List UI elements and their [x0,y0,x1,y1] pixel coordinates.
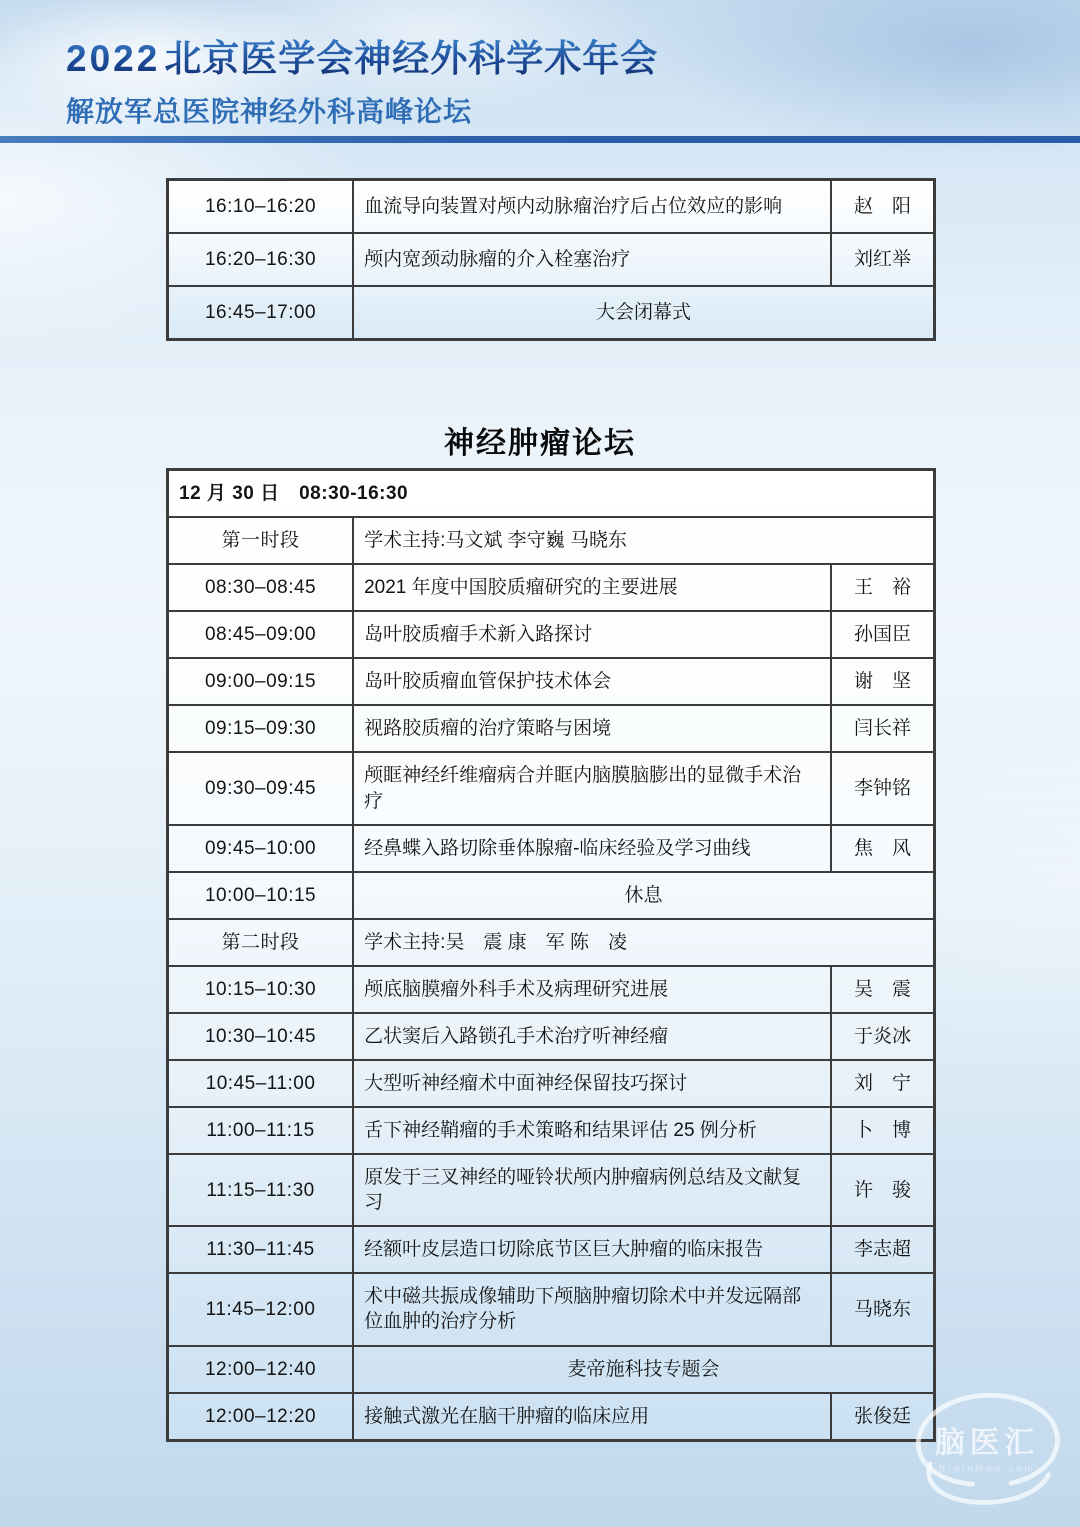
talk-title-cell: 术中磁共振成像辅助下颅脑肿瘤切除术中并发远隔部位血肿的治疗分析 [353,1273,831,1345]
header-divider-bar [0,136,1080,143]
table-row [168,286,935,340]
time-cell: 08:45–09:00 [168,611,354,658]
speaker-cell: 赵 阳 [831,180,935,234]
conference-title [66,36,658,82]
table-row [168,658,935,705]
speaker-cell: 吴 震 [831,966,935,1013]
speaker-cell: 刘红举 [831,233,935,286]
time-cell: 09:15–09:30 [168,705,354,752]
neuro-oncology-forum-table [166,468,936,1442]
merged-event-cell: 休息 [353,872,934,919]
table-row [168,1013,935,1060]
talk-title-cell: 颅眶神经纤维瘤病合并眶内脑膜脑膨出的显微手术治疗 [353,752,831,824]
time-cell: 11:30–11:45 [168,1226,354,1273]
merged-event-cell: 麦帝施科技专题会 [353,1346,934,1393]
brainmed-logo [903,1383,1071,1513]
time-cell: 11:45–12:00 [168,1273,354,1345]
speaker-cell: 许 骏 [831,1154,935,1226]
forum-date-header: 12 月 30 日 08:30-16:30 [168,470,935,518]
speaker-cell: 张俊廷 [831,1393,935,1441]
speaker-cell: 于炎冰 [831,1013,935,1060]
table-row [168,919,935,966]
time-cell: 16:10–16:20 [168,180,354,234]
session-label-cell: 第一时段 [168,517,354,564]
talk-title-cell: 原发于三叉神经的哑铃状颅内肿瘤病例总结及文献复习 [353,1154,831,1226]
table-row [168,1393,935,1441]
speaker-cell: 王 裕 [831,564,935,611]
time-cell: 09:00–09:15 [168,658,354,705]
table-row [168,966,935,1013]
time-cell: 12:00–12:40 [168,1346,354,1393]
table-row [168,1273,935,1345]
session-label-cell: 第二时段 [168,919,354,966]
table-row [168,752,935,824]
talk-title-cell: 大型听神经瘤术中面神经保留技巧探讨 [353,1060,831,1107]
table-row [168,564,935,611]
table-header-row [168,470,935,518]
table-row [168,705,935,752]
time-cell: 16:45–17:00 [168,286,354,340]
speaker-cell: 马晓东 [831,1273,935,1345]
merged-event-cell: 大会闭幕式 [353,286,934,340]
closing-session-table [166,178,936,341]
session-hosts-cell: 学术主持:吴 震 康 军 陈 凌 [353,919,934,966]
time-cell: 10:15–10:30 [168,966,354,1013]
conference-subtitle: 解放军总医院神经外科高峰论坛 [66,96,473,128]
speaker-cell: 闫长祥 [831,705,935,752]
session-hosts-cell: 学术主持:马文斌 李守巍 马晓东 [353,517,934,564]
table-row [168,1154,935,1226]
conference-year: 2022 [66,38,161,79]
table-row [168,180,935,234]
table-row [168,611,935,658]
table-row [168,1226,935,1273]
time-cell: 11:00–11:15 [168,1107,354,1154]
conference-title-text: 北京医学会神经外科学术年会 [164,38,659,79]
table-row [168,872,935,919]
table-row [168,825,935,872]
time-cell: 12:00–12:20 [168,1393,354,1441]
speaker-cell: 李志超 [831,1226,935,1273]
logo-wordmark: 脑医汇 [935,1426,1039,1460]
time-cell: 11:15–11:30 [168,1154,354,1226]
table-row [168,1060,935,1107]
speaker-cell: 焦 风 [831,825,935,872]
time-cell: 10:00–10:15 [168,872,354,919]
talk-title-cell: 血流导向装置对颅内动脉瘤治疗后占位效应的影响 [353,180,831,234]
speaker-cell: 谢 坚 [831,658,935,705]
time-cell: 10:45–11:00 [168,1060,354,1107]
talk-title-cell: 2021 年度中国胶质瘤研究的主要进展 [353,564,831,611]
talk-title-cell: 舌下神经鞘瘤的手术策略和结果评估 25 例分析 [353,1107,831,1154]
speaker-cell: 李钟铭 [831,752,935,824]
talk-title-cell: 经额叶皮层造口切除底节区巨大肿瘤的临床报告 [353,1226,831,1273]
talk-title-cell: 颅底脑膜瘤外科手术及病理研究进展 [353,966,831,1013]
time-cell: 09:45–10:00 [168,825,354,872]
talk-title-cell: 经鼻蝶入路切除垂体腺瘤-临床经验及学习曲线 [353,825,831,872]
logo-domain-text: BrainMed.com [938,1463,1036,1475]
table-row [168,1346,935,1393]
speaker-cell: 卜 博 [831,1107,935,1154]
time-cell: 10:30–10:45 [168,1013,354,1060]
talk-title-cell: 接触式激光在脑干肿瘤的临床应用 [353,1393,831,1441]
table-row [168,517,935,564]
talk-title-cell: 乙状窦后入路锁孔手术治疗听神经瘤 [353,1013,831,1060]
time-cell: 08:30–08:45 [168,564,354,611]
talk-title-cell: 岛叶胶质瘤手术新入路探讨 [353,611,831,658]
talk-title-cell: 岛叶胶质瘤血管保护技术体会 [353,658,831,705]
page-header [66,36,658,130]
talk-title-cell: 颅内宽颈动脉瘤的介入栓塞治疗 [353,233,831,286]
time-cell: 09:30–09:45 [168,752,354,824]
table-row [168,1107,935,1154]
speaker-cell: 孙国臣 [831,611,935,658]
talk-title-cell: 视路胶质瘤的治疗策略与困境 [353,705,831,752]
table-row [168,233,935,286]
speaker-cell: 刘 宁 [831,1060,935,1107]
section-title: 神经肿瘤论坛 [444,427,636,460]
time-cell: 16:20–16:30 [168,233,354,286]
